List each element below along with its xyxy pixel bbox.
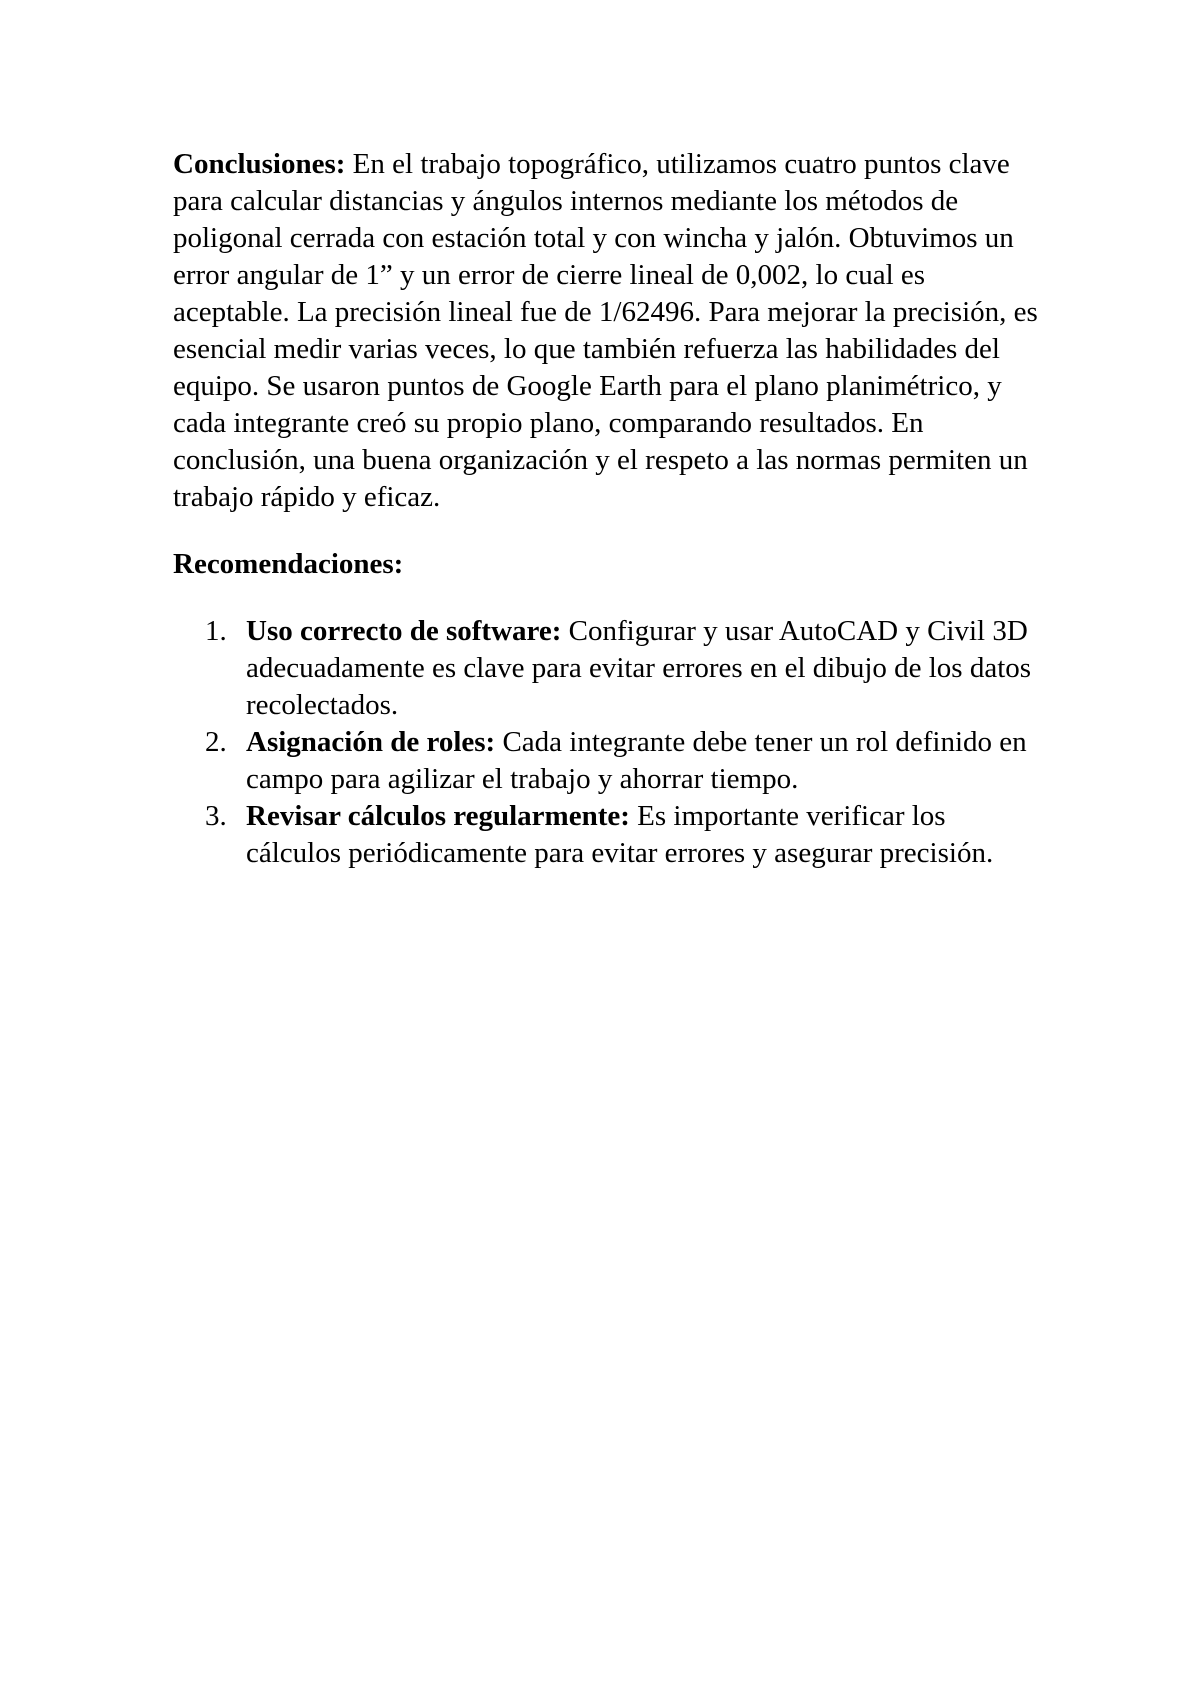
list-item-text: Es importante verificar los cálculos periódicamente para evitar errores y asegurar precisión.: [246, 800, 994, 869]
list-item-title: Revisar cálculos regularmente:: [246, 800, 630, 832]
list-item: [173, 798, 1043, 872]
list-item-number: 2.: [205, 726, 227, 758]
list-item-title: Asignación de roles:: [246, 726, 496, 758]
conclusions-paragraph: [173, 146, 1043, 516]
recommendations-heading: Recomendaciones:: [173, 548, 404, 580]
document-page: [173, 146, 1043, 872]
list-item-text: Configurar y usar AutoCAD y Civil 3D adecuadamente es clave para evitar errores en el dibujo de los datos recolectados.: [246, 615, 1032, 721]
list-item-number: 3.: [205, 800, 227, 832]
recommendations-list: [173, 613, 1043, 872]
list-item-title: Uso correcto de software:: [246, 615, 562, 647]
list-item-number: 1.: [205, 615, 227, 647]
list-item: [173, 724, 1043, 798]
list-item: [173, 613, 1043, 724]
conclusions-label: Conclusiones:: [173, 148, 346, 180]
conclusions-text: En el trabajo topográfico, utilizamos cuatro puntos clave para calcular distancias y ángulos internos mediante los métodos de poligonal cerrada con estación total y con wincha y jalón. Obtuvimos un error angular de 1” y un error de cierre lineal de 0,002, lo cual es aceptable. La precisión lineal fue de 1/62496. Para mejorar la precisión, es esencial medir varias veces, lo que también refuerza las habilidades del equipo. Se usaron puntos de Google Earth para el plano planimétrico, y cada integrante creó su propio plano, comparando resultados. En conclusión, una buena organización y el respeto a las normas permiten un trabajo rápido y eficaz.: [173, 148, 1038, 513]
list-item-text: Cada integrante debe tener un rol definido en campo para agilizar el trabajo y ahorrar tiempo.: [246, 726, 1027, 795]
